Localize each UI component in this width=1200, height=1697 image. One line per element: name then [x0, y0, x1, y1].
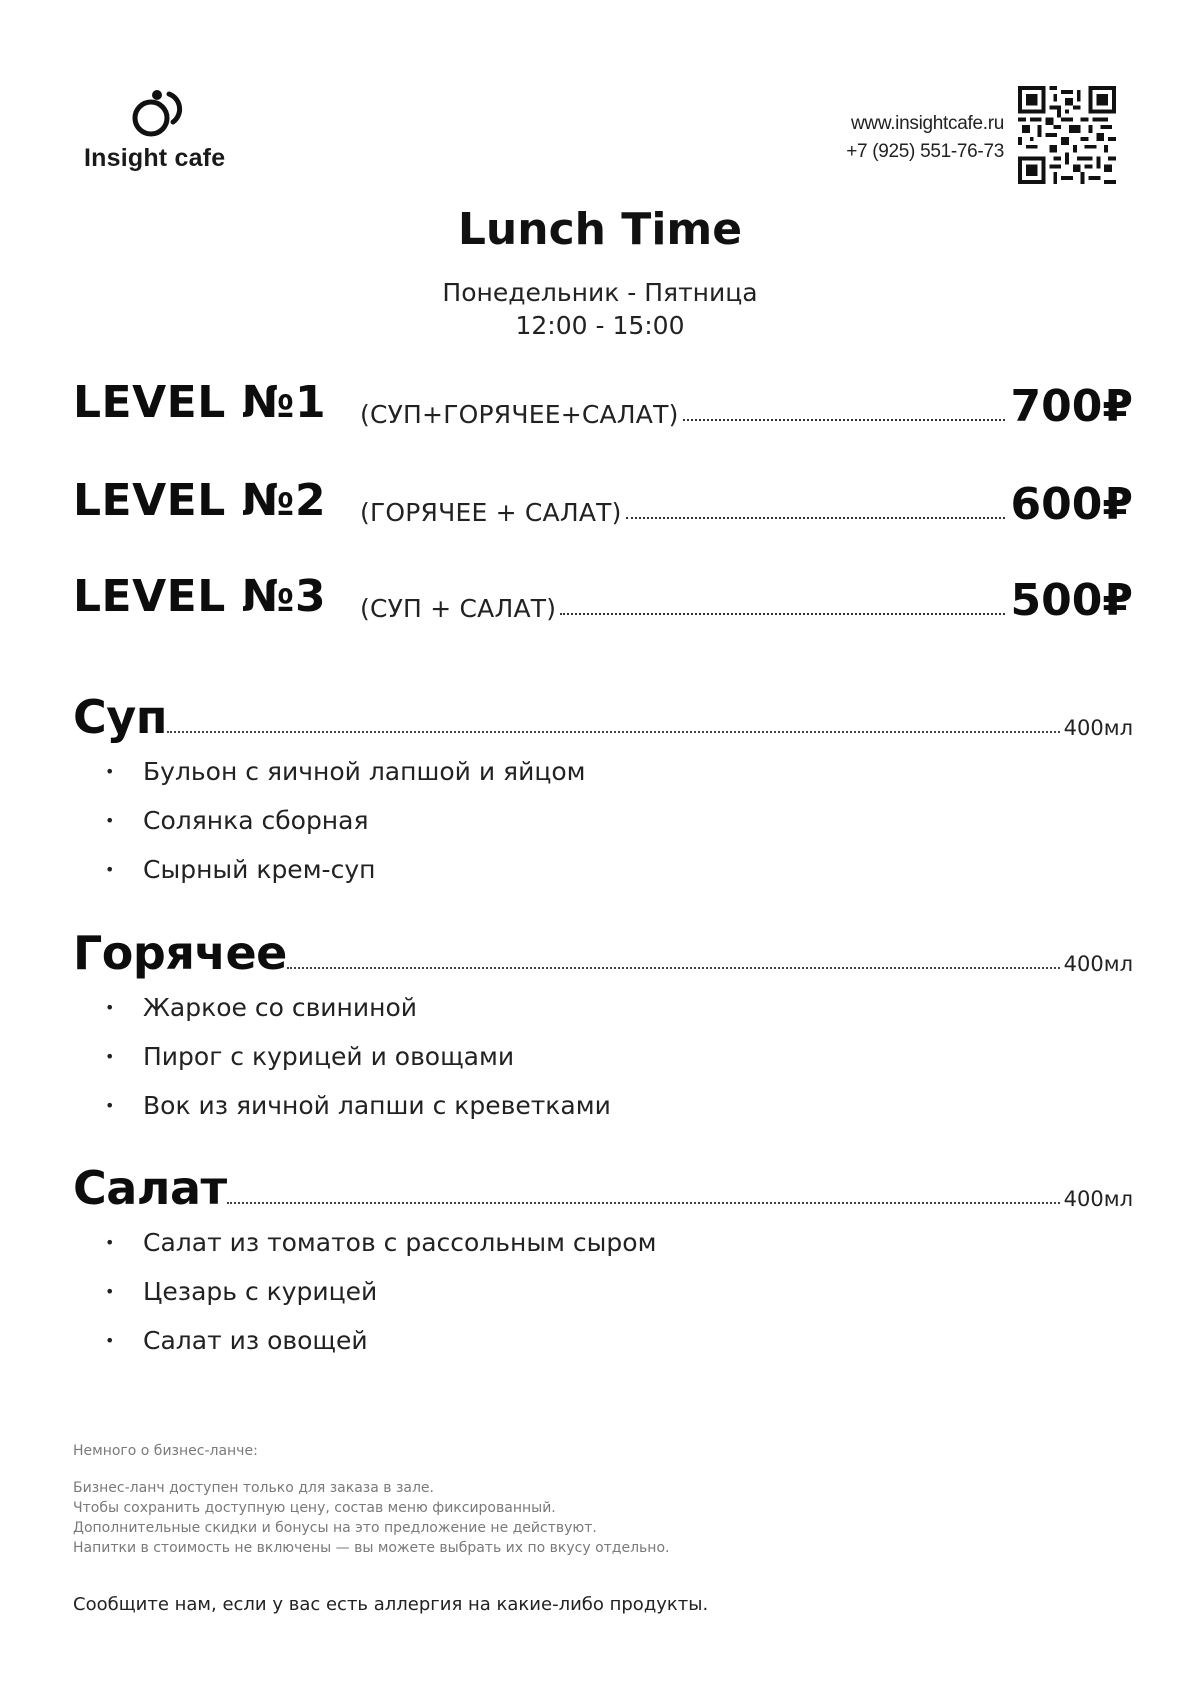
schedule-hours: 12:00 - 15:00 — [515, 311, 685, 340]
level-row-3 — [73, 571, 1133, 631]
level-price: 500₽ — [1010, 575, 1133, 626]
bullet-icon: • — [105, 860, 115, 879]
contacts — [846, 110, 1004, 166]
footer-note-title: Немного о бизнес-ланче: — [73, 1443, 258, 1459]
menu-section-soup — [73, 686, 1133, 894]
dish-name: Салат из томатов с рассольным сыром — [143, 1228, 657, 1257]
list-item — [73, 845, 1133, 894]
list-item — [73, 1316, 1133, 1365]
level-name: LEVEL №2 — [73, 475, 327, 526]
qr-code-icon[interactable] — [1018, 86, 1116, 184]
footer-note: Напитки в стоимость не включены — вы можете выбрать их по вкусу отдельно. — [73, 1540, 670, 1556]
list-item — [73, 796, 1133, 845]
schedule — [0, 276, 1200, 342]
footer-note: Бизнес-ланч доступен только для заказа в зале. — [73, 1480, 434, 1496]
website-link[interactable]: www.insightcafe.ru — [850, 113, 1004, 134]
footer-note: Чтобы сохранить доступную цену, состав меню фиксированный. — [73, 1500, 556, 1516]
bullet-icon: • — [105, 1331, 115, 1350]
level-description: (ГОРЯЧЕЕ + САЛАТ) — [360, 498, 622, 527]
dish-name: Жаркое со свининой — [143, 993, 418, 1022]
bullet-icon: • — [105, 762, 115, 781]
dot-leader — [626, 517, 1005, 519]
section-title: Горячее — [73, 926, 287, 980]
schedule-days: Понедельник - Пятница — [442, 278, 758, 307]
list-item — [73, 983, 1133, 1032]
dot-leader — [287, 967, 1060, 969]
list-item — [73, 747, 1133, 796]
level-row-2 — [73, 475, 1133, 535]
bullet-icon: • — [105, 1047, 115, 1066]
dish-name: Вок из яичной лапши с креветками — [143, 1091, 611, 1120]
dish-name: Цезарь с курицей — [143, 1277, 378, 1306]
level-price: 700₽ — [1010, 381, 1133, 432]
level-row-1 — [73, 377, 1133, 437]
dish-name: Салат из овощей — [143, 1326, 368, 1355]
dot-leader — [683, 419, 1005, 421]
bullet-icon: • — [105, 1096, 115, 1115]
dot-leader — [227, 1202, 1060, 1204]
cafe-logo — [84, 88, 244, 173]
dish-name: Сырный крем-суп — [143, 855, 376, 884]
section-title: Суп — [73, 690, 168, 744]
level-description: (СУП+ГОРЯЧЕЕ+САЛАТ) — [360, 400, 679, 429]
section-volume: 400мл — [1063, 1187, 1133, 1211]
level-name: LEVEL №1 — [73, 377, 327, 428]
bullet-icon: • — [105, 1233, 115, 1252]
list-item — [73, 1081, 1133, 1130]
footer-note: Дополнительные скидки и бонусы на это предложение не действуют. — [73, 1520, 597, 1536]
section-volume: 400мл — [1063, 716, 1133, 740]
dot-leader — [560, 613, 1004, 615]
phone-number[interactable]: +7 (925) 551-76-73 — [846, 141, 1004, 162]
bullet-icon: • — [105, 811, 115, 830]
dish-name: Бульон с яичной лапшой и яйцом — [143, 757, 586, 786]
logo-icon — [129, 88, 193, 138]
list-item — [73, 1032, 1133, 1081]
level-price: 600₽ — [1010, 479, 1133, 530]
footer-notes — [73, 1478, 669, 1558]
list-item — [73, 1218, 1133, 1267]
bullet-icon: • — [105, 998, 115, 1017]
bullet-icon: • — [105, 1282, 115, 1301]
section-volume: 400мл — [1063, 952, 1133, 976]
logo-text: Insight cafe — [84, 144, 226, 172]
dish-name: Солянка сборная — [143, 806, 369, 835]
level-name: LEVEL №3 — [73, 571, 327, 622]
level-description: (СУП + САЛАТ) — [360, 594, 557, 623]
list-item — [73, 1267, 1133, 1316]
menu-section-salad — [73, 1157, 1133, 1365]
menu-section-hot — [73, 922, 1133, 1130]
allergy-notice: Сообщите нам, если у вас есть аллергия на какие-либо продукты. — [73, 1594, 709, 1615]
dish-name: Пирог с курицей и овощами — [143, 1042, 515, 1071]
dot-leader — [167, 731, 1060, 733]
page-title: Lunch Time — [457, 204, 743, 255]
section-title: Салат — [73, 1161, 227, 1215]
